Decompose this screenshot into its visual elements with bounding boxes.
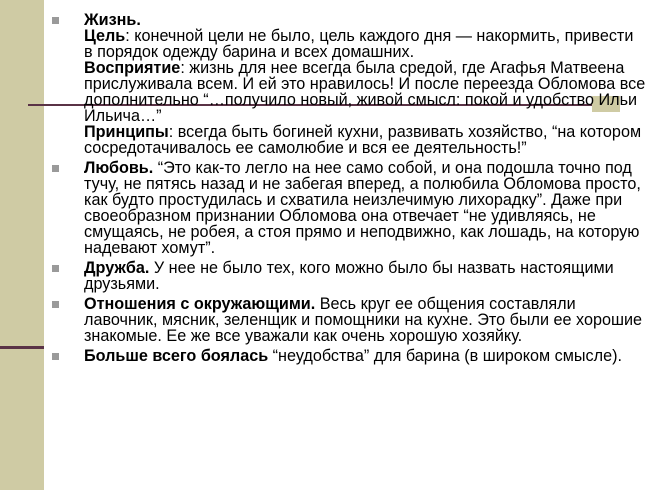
paragraph-love: Любовь. “Это как-то легло на нее само собой, и она подошла точно под тучу, не пятясь назад и не забегая вперед, а полюбила Обломова просто, как будто простудилась и схватила неизлечимую лихорадку”. Даже при своеобразном признании Обломова она отвечает “не удивляясь, не смущаясь, не робея, а стоя прямо и неподвижно, как лошадь, на которую надевают хомут”. [84,159,641,257]
square-bullet-icon [52,17,59,24]
list-item-love [46,160,646,256]
list-item-fear [46,348,646,364]
paragraph-life-heading: Жизнь. [84,11,141,29]
left-accent-mark [0,346,44,349]
paragraph-perception: Восприятие: жизнь для нее всегда была средой, где Агафья Матвеена прислуживала всем. И ей это нравилось! И после переезда Обломова все дополнительно “…получило новый, живой смысл: покой и удобство Ильи Ильича…” [84,59,646,125]
paragraph-goal: Цель: конечной цели не было, цель каждого дня — накормить, привести в порядок одежду барина и всех домашних. [84,27,634,61]
square-bullet-icon [52,265,59,272]
left-decorative-bar [0,0,44,490]
square-bullet-icon [52,165,59,172]
list-item-friendship [46,260,646,292]
list-item-life [46,12,646,156]
paragraph-fear: Больше всего боялась “неудобства” для барина (в широком смысле). [84,347,622,365]
slide-content [46,12,646,368]
list-item-relations [46,296,646,344]
paragraph-friendship: Дружба. У нее не было тех, кого можно было бы назвать настоящими друзьями. [84,259,614,293]
paragraph-relations: Отношения с окружающими. Весь круг ее общения составляли лавочник, мясник, зеленщик и помощники на кухне. Это были ее хорошие знакомые. Ее же все уважали как очень хорошую хозяйку. [84,295,642,345]
square-bullet-icon [52,353,59,360]
paragraph-principles: Принципы: всегда быть богиней кухни, развивать хозяйство, “на котором сосредотачивалось ее самолюбие и вся ее деятельность!” [84,123,642,157]
square-bullet-icon [52,301,59,308]
